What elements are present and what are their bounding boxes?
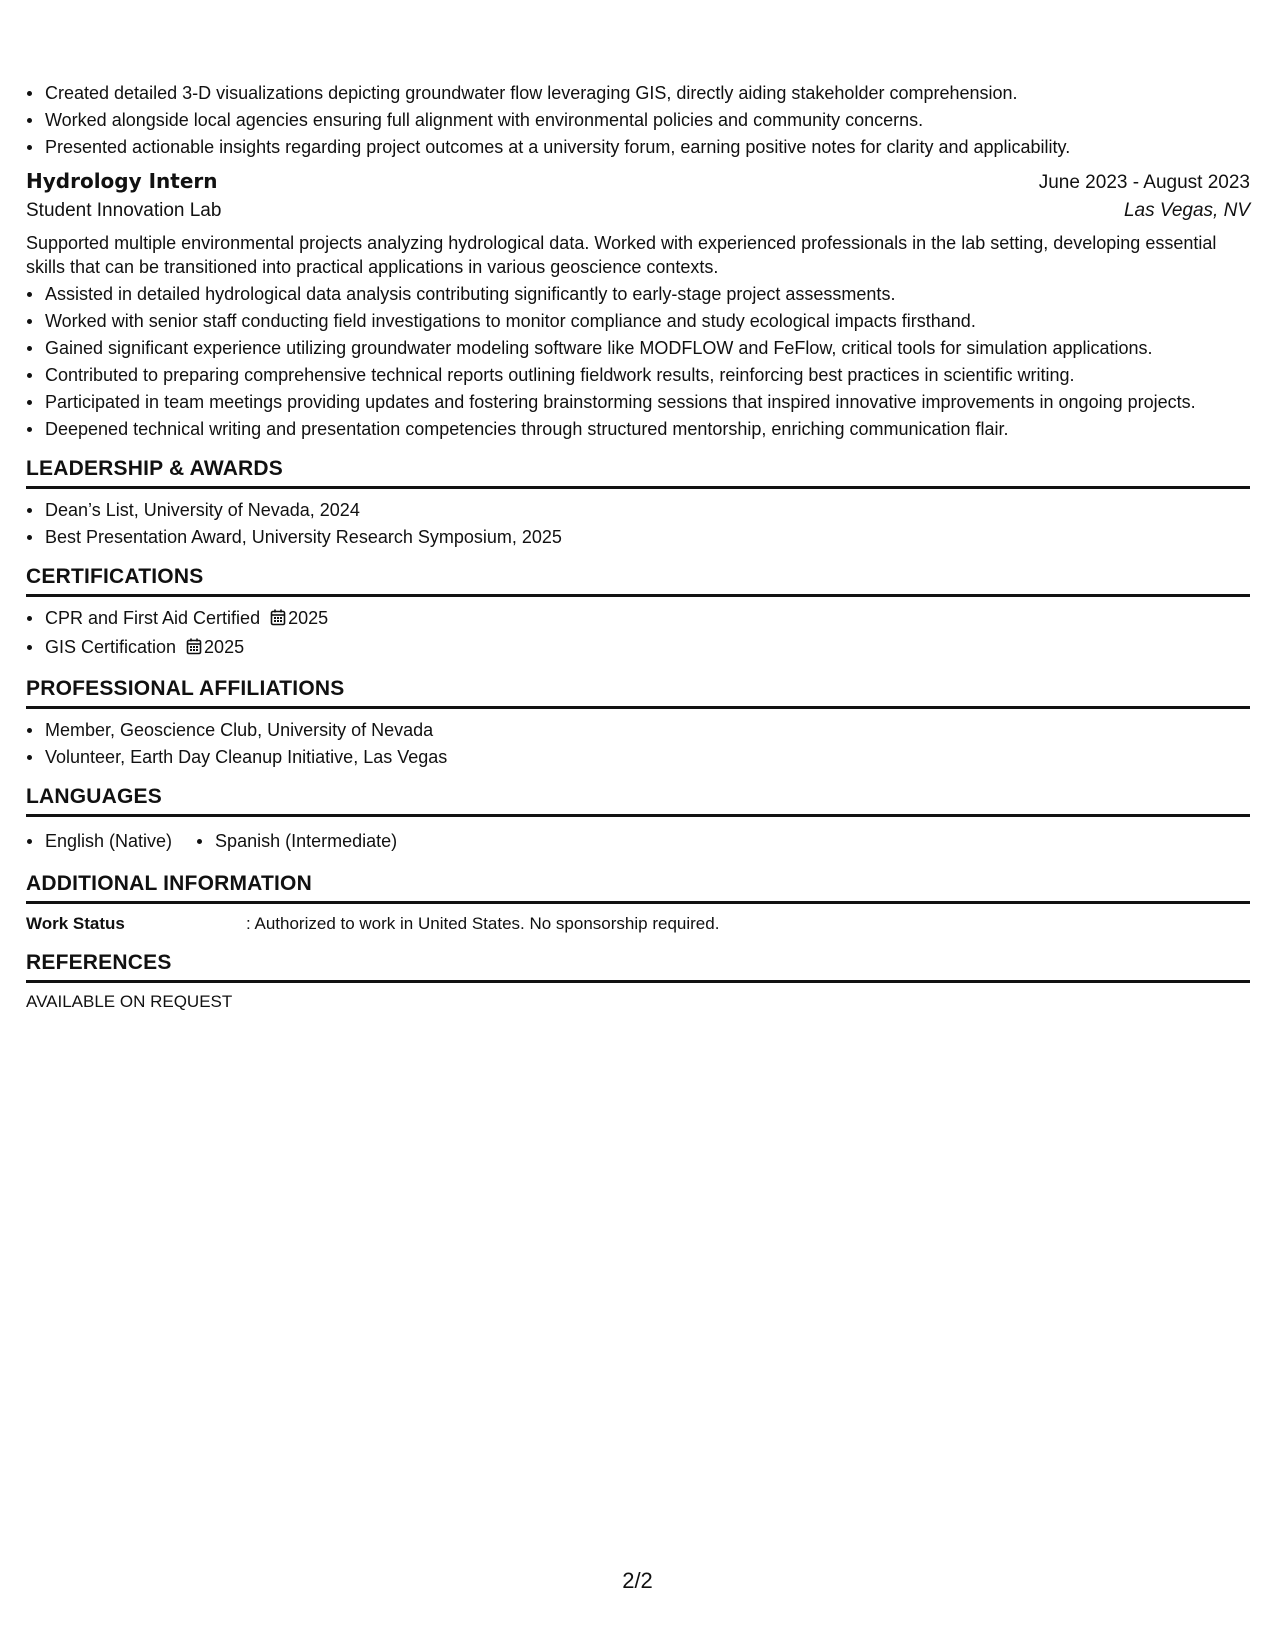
list-item: Member, Geoscience Club, University of Nevada — [26, 718, 1250, 742]
additional-info-heading: ADDITIONAL INFORMATION — [26, 872, 1250, 904]
list-item: Assisted in detailed hydrological data analysis contributing significantly to early-stage project assessments. — [26, 282, 1250, 306]
list-item: Worked alongside local agencies ensuring full alignment with environmental policies and community concerns. — [26, 108, 1250, 132]
list-item: Deepened technical writing and presentation competencies through structured mentorship, enriching communication flair. — [26, 417, 1250, 441]
language-item: English (Native) — [26, 829, 172, 853]
job-dates: June 2023 - August 2023 — [1038, 172, 1250, 193]
work-status-label: Work Status — [26, 914, 125, 933]
job-entry — [26, 169, 1250, 441]
calendar-icon — [270, 608, 286, 632]
certifications-heading: CERTIFICATIONS — [26, 565, 1250, 597]
certification-year: 2025 — [288, 608, 329, 628]
certification-name: CPR and First Aid Certified — [45, 608, 261, 628]
list-item: Participated in team meetings providing updates and fostering brainstorming sessions that inspired innovative improvements in ongoing projects. — [26, 390, 1250, 414]
list-item: Best Presentation Award, University Research Symposium, 2025 — [26, 525, 1250, 549]
affiliations-heading: PROFESSIONAL AFFILIATIONS — [26, 677, 1250, 709]
job-title: Hydrology Intern — [26, 169, 218, 193]
affiliations-list — [26, 718, 1250, 769]
job-location: Las Vegas, NV — [1123, 200, 1250, 221]
list-item: Created detailed 3-D visualizations depicting groundwater flow leveraging GIS, directly aiding stakeholder comprehension. — [26, 81, 1250, 105]
list-item: Presented actionable insights regarding project outcomes at a university forum, earning positive notes for clarity and applicability. — [26, 135, 1250, 159]
list-item: Volunteer, Earth Day Cleanup Initiative, Las Vegas — [26, 745, 1250, 769]
languages-list — [26, 826, 1250, 856]
list-item: Worked with senior staff conducting field investigations to monitor compliance and study ecological impacts firsthand. — [26, 309, 1250, 333]
previous-job-bullets — [26, 81, 1250, 159]
job-description: Supported multiple environmental projects analyzing hydrological data. Worked with experienced professionals in the lab setting, developing essential skills that can be transitioned into practical applications in various geoscience contexts. — [26, 233, 1217, 277]
languages-heading: LANGUAGES — [26, 785, 1250, 817]
list-item: Contributed to preparing comprehensive technical reports outlining fieldwork results, reinforcing best practices in scientific writing. — [26, 363, 1250, 387]
language-item: Spanish (Intermediate) — [196, 829, 397, 853]
work-status-value: : Authorized to work in United States. No sponsorship required. — [246, 914, 720, 933]
leadership-list — [26, 498, 1250, 549]
job-bullets — [26, 282, 1250, 441]
calendar-icon — [186, 637, 202, 661]
resume-page — [26, 78, 1250, 1012]
references-heading: REFERENCES — [26, 951, 1250, 983]
work-status-row — [26, 913, 1250, 935]
list-item: Gained significant experience utilizing groundwater modeling software like MODFLOW and FeFlow, critical tools for simulation applications. — [26, 336, 1250, 360]
certification-name: GIS Certification — [45, 637, 177, 657]
certifications-list — [26, 606, 1250, 661]
certification-item — [26, 635, 1250, 661]
references-text: AVAILABLE ON REQUEST — [26, 992, 233, 1011]
leadership-heading: LEADERSHIP & AWARDS — [26, 457, 1250, 489]
certification-item — [26, 606, 1250, 632]
certification-year: 2025 — [204, 637, 245, 657]
list-item: Dean’s List, University of Nevada, 2024 — [26, 498, 1250, 522]
page-number: 2/2 — [622, 1568, 653, 1593]
job-company: Student Innovation Lab — [26, 200, 222, 221]
